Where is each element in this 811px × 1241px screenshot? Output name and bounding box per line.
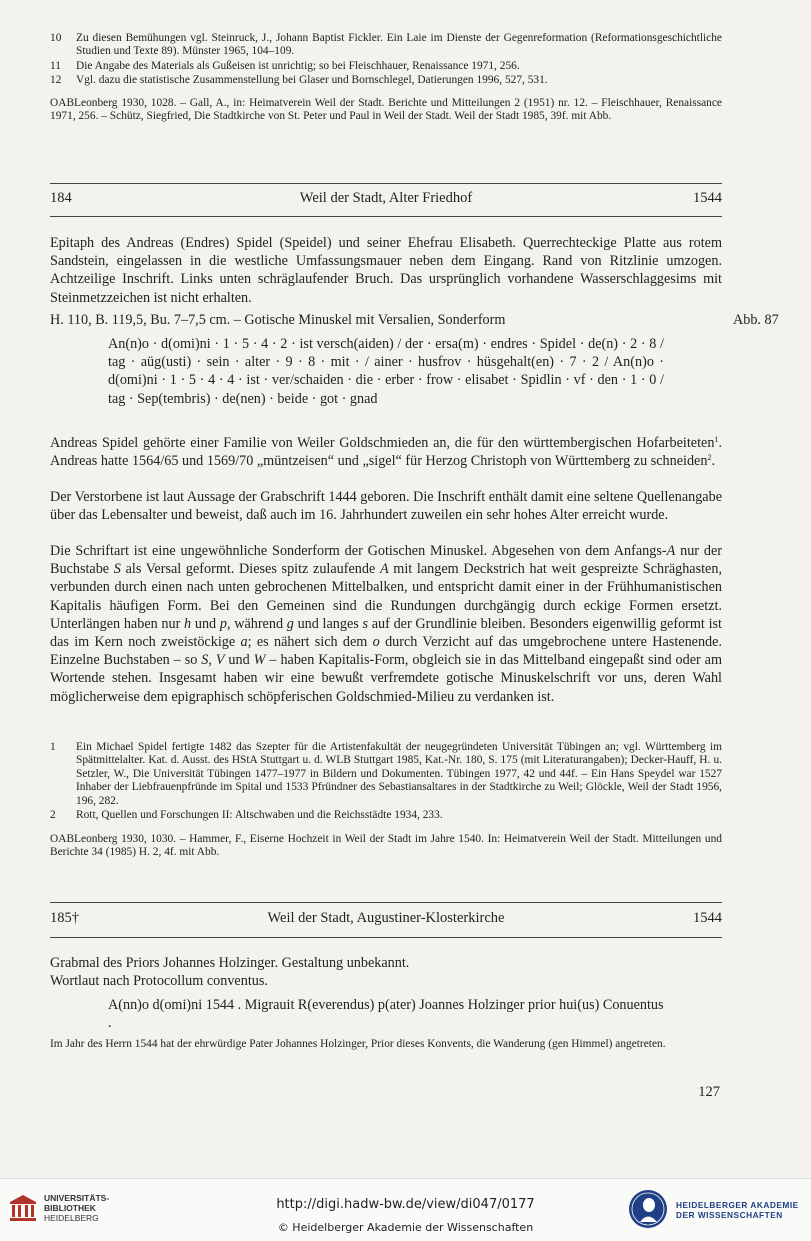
entry-description: Grabmal des Priors Johannes Holzinger. Gestaltung unbekannt. (50, 955, 410, 971)
entry-year: 1544 (693, 190, 722, 206)
figure-reference: Abb. 87 (733, 312, 779, 328)
para-text: . Andreas hatte 1564/65 und 1569/70 „müntzeisen“ und „sigel“ für Herzog Christoph von Württemberg zu schneiden (50, 435, 722, 470)
entry-location: Weil der Stadt, Alter Friedhof (299, 190, 473, 206)
entry-description: Epitaph des Andreas (Endres) Spidel (Speidel) und seiner Ehefrau Elisabeth. Querrechteckige Platte aus rotem Sandstein, eingelassen in die westliche Umfassungsmauer neben dem Eingang. Rand von Ritzlinie umzogen. Achtzeilige Inschrift. Links unten schräglaufender Bruch. Das ursprünglich vorhandene Wasserschlaggesims mit Steinmetzzeichen ist nicht erhalten. (50, 235, 722, 306)
para-text: . (711, 453, 715, 470)
letter-form: A (379, 561, 389, 578)
inscription-text: A(nn)o d(omi)ni 1544 . Migrauit R(everendus) p(ater) Joannes Holzinger prior hui(us) Conuentus . (108, 997, 664, 1032)
commentary-paragraph (50, 434, 722, 470)
letter-form: h (184, 615, 192, 632)
footnote-marker: 2 (707, 453, 712, 463)
top-footnote (50, 32, 722, 59)
commentary-paragraph (50, 542, 722, 706)
entry-header (50, 910, 722, 930)
page-number: 127 (698, 1084, 720, 1100)
letter-form: S (113, 561, 121, 578)
footnote-number: 2 (50, 809, 56, 821)
letter-form: S (201, 652, 209, 669)
para-text: und langes (293, 615, 363, 632)
top-footnote (50, 60, 722, 73)
para-text: und (191, 615, 220, 632)
footnote-number: 10 (50, 32, 62, 44)
academy-line: HEIDELBERGER AKADEMIE (676, 1200, 799, 1210)
letter-form: V (215, 652, 225, 669)
academy-name (676, 1200, 799, 1220)
para-text: ; es nähert sich dem (247, 634, 373, 651)
entry-source-note: Wortlaut nach Protocollum conventus. (50, 973, 268, 989)
footnote-text: Zu diesen Bemühungen vgl. Steinruck, J., Johann Baptist Fickler. Ein Laie im Dienste der Gegenreformation (Reformationsgeschichtliche Studien und Texte 89). Münster 1965, 104–109. (76, 32, 722, 58)
entry-number: 184 (50, 190, 72, 206)
footnote-text: Rott, Quellen und Forschungen II: Altschwaben und die Reichsstädte 1934, 233. (76, 809, 443, 821)
footnote-text: Die Angabe des Materials als Gußeisen ist unrichtig; so bei Fleischhauer, Renaissance 1971, 256. (76, 60, 520, 72)
footnote-number: 12 (50, 74, 62, 86)
para-text: – haben Kapitalis-Form, obgleich sie in das Mittelband eingepaßt sind oder am Wortende stehen. Insgesamt haben wir eine bewußt verfremdete gotische Minuskelschrift vor uns, deren Wahl möglicherweise dem epigraphisch schöpferischen Goldschmied-Milieu zu verdanken ist. (50, 652, 723, 705)
library-line: UNIVERSITÄTS- (44, 1193, 110, 1203)
entry-number: 185† (50, 910, 79, 926)
literature-references: OABLeonberg 1930, 1028. – Gall, A., in: Heimatverein Weil der Stadt. Berichte und Mitteilungen 2 (1951) nr. 12. – Fleischhauer, Renaissance 1971, 256. – Schütz, Siegfried, Die Stadtkirche von St. Peter und Paul in Weil der Stadt. Weil der Stadt 1985, 39f. mit Abb. (50, 97, 722, 123)
letter-form: s (362, 615, 369, 632)
entry-footnote (50, 809, 722, 822)
letter-form: W (253, 652, 266, 669)
para-text: nur der Buchstabe (50, 543, 722, 578)
para-text: , während (226, 615, 287, 632)
para-text: als Versal geformt. Dieses spitz zulaufende (120, 561, 380, 578)
entry-location: Weil der Stadt, Augustiner-Klosterkirche (267, 910, 505, 926)
header-rule-top (50, 183, 722, 184)
para-text: , (208, 652, 216, 669)
letter-form: a (240, 634, 248, 651)
para-text: mit langem Deckstrich hat weit gespreizte Schräghasten, verbunden durch einen nach unten gebrochenen Mittelbalken, und entspricht damit einer in der Frühhumanistischen Kapitalis häufigen Form. Bei den Gemeinen sind die Rundungen durchgängig durch eckige Formen ersetzt. Unterlängen haben nur (50, 561, 722, 632)
para-text: Andreas Spidel gehörte einer Familie von Weiler Goldschmieden an, die für den württembergischen Hofarbeiteten (50, 435, 715, 451)
top-footnote (50, 74, 722, 87)
footnote-text: Ein Michael Spidel fertigte 1482 das Szepter für die Artistenfakultät der neugegründeten Universität Tübingen an; vgl. Württemberg im Spätmittelalter. Kat. d. Ausst. des HStA Stuttgart u. d. WLB Stuttgart 1985, Kat.-Nr. 180, S. 175 (mit Literaturangaben); Decker-Hauff, H. u. Setzler, W., Die Universität Tübingen 1477–1977 in Bildern und Dokumenten. Tübingen 1977, 42 und 44f. – Ein Hans Speydel war 1527 Inhaber der Liebfrauenpfründe im Spital und 1533 Pfründner des Sebastiansaltares in der Stadtkirche zu Weil; Glöckle, Weil der Stadt 1956, 196, 282. (76, 741, 722, 807)
para-text: und (224, 652, 254, 669)
footnote-marker: 1 (714, 435, 719, 444)
entry-dimensions: H. 110, B. 119,5, Bu. 7–7,5 cm. – Gotische Minuskel mit Versalien, Sonderform (50, 312, 506, 328)
library-line: HEIDELBERG (44, 1213, 99, 1223)
academy-line: DER WISSENSCHAFTEN (676, 1210, 783, 1220)
footnote-text: Vgl. dazu die statistische Zusammenstellung bei Glaser und Bornschlegel, Datierungen 1996, 527, 531. (76, 74, 548, 86)
permalink-url[interactable]: http://digi.hadw-bw.de/view/di047/0177 (276, 1197, 535, 1212)
para-text: durch Verzicht auf das umgebrochene untere Hastenende. Einzelne Buchstaben – so (50, 634, 722, 669)
header-rule-top (50, 902, 722, 903)
footnote-number: 1 (50, 741, 56, 753)
footnote-number: 11 (50, 60, 61, 72)
copyright-notice: © Heidelberger Akademie der Wissenschaften (277, 1221, 534, 1234)
header-rule-bottom (50, 216, 722, 217)
para-text: auf der Grundlinie bleiben. Besonders eigenwillig geformt ist das im Kern noch zweistöckige (50, 615, 722, 651)
inscription-text: An(n)o · d(omi)ni · 1 · 5 · 4 · 2 · ist versch(aiden) / der · ersa(m) · endres · Spidel · de(n) · 2 · 8 / tag · aüg(usti) · sein · alter · 9 · 8 · mit · / ainer · husfrov · hüsgehalt(en) · 7 · 2 / An(n)o · d(omi)ni · 1 · 5 · 4 · 4 · ist · ver/schaiden · die · erber · frow · elisabet · Spidlin · vf · den · 1 · 0 / tag · Sep(tembris) · de(nen) · beide · got · gnad (108, 336, 664, 407)
letter-form: o (372, 634, 380, 651)
library-line: BIBLIOTHEK (44, 1203, 96, 1213)
literature-references: OABLeonberg 1930, 1030. – Hammer, F., Eiserne Hochzeit in Weil der Stadt im Jahre 1540. In: Heimatverein Weil der Stadt. Mitteilungen und Berichte 34 (1985) H. 2, 4f. mit Abb. (50, 833, 722, 859)
entry-footnote (50, 741, 722, 808)
academy-seal-icon (628, 1189, 668, 1229)
entry-header (50, 190, 722, 210)
viewer-footer (0, 1178, 811, 1241)
entry-year: 1544 (693, 910, 722, 926)
commentary-paragraph: Der Verstorbene ist laut Aussage der Grabschrift 1444 geboren. Die Inschrift enthält damit eine seltene Quellenangabe über das Lebensalter und beweist, daß auch im 16. Jahrhundert zuweilen ein sehr hohes Alter erreicht wurde. (50, 489, 722, 524)
inscription-translation: Im Jahr des Herrn 1544 hat der ehrwürdige Pater Johannes Holzinger, Prior dieses Konvents, die Wanderung (gen Himmel) angetreten. (50, 1038, 666, 1050)
letter-form: A (666, 543, 676, 559)
para-text: Die Schriftart ist eine ungewöhnliche Sonderform der Gotischen Minuskel. Abgesehen von dem Anfangs- (50, 543, 667, 559)
letter-form: g (286, 615, 294, 632)
header-rule-bottom (50, 937, 722, 938)
letter-form: p (219, 615, 227, 632)
